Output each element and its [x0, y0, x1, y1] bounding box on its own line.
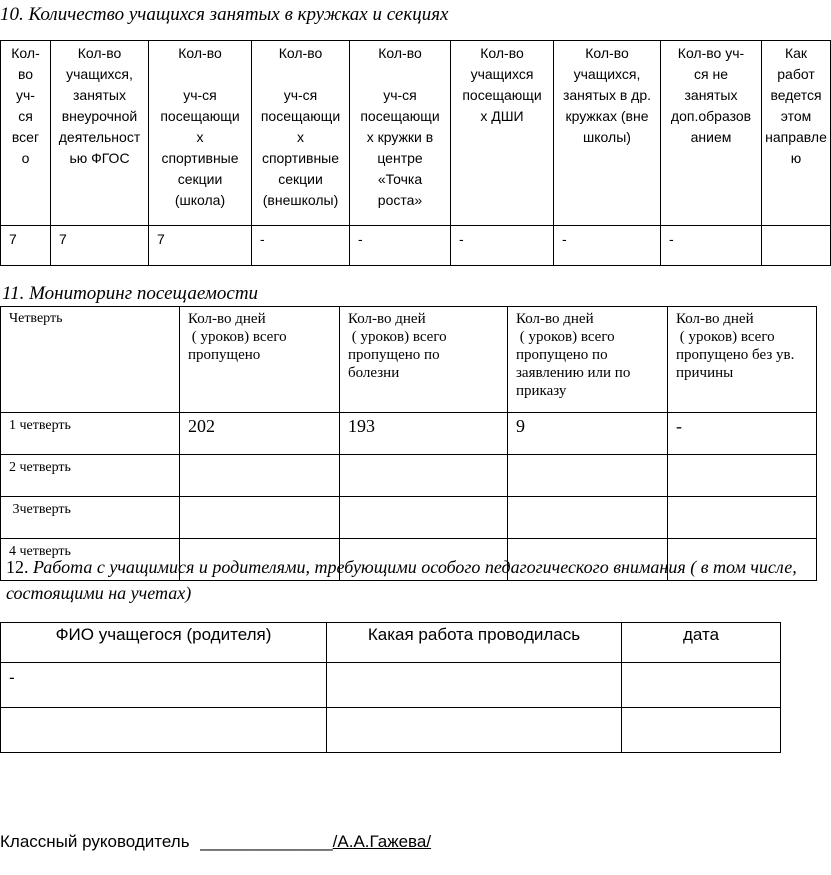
table-cell: 193	[340, 413, 508, 455]
header-line: кружках (вне	[565, 108, 649, 124]
section-12-title: Работа с учащимися и родителями, требующими особого педагогического внимания ( в том числе, состоящими на учетах)	[6, 557, 797, 603]
header-line: пропущено по	[348, 347, 440, 363]
table-cell	[508, 497, 668, 539]
header-cell	[180, 307, 340, 413]
header-line: спортивные	[161, 150, 239, 166]
header-line: приказу	[516, 383, 567, 399]
header-line: занятых	[73, 87, 126, 103]
header-line: пропущено без ув.	[676, 347, 795, 363]
header-line: уч-ся	[283, 87, 318, 103]
attendance-table	[0, 306, 817, 581]
table-header-row	[1, 307, 817, 413]
table-cell: 7	[1, 226, 51, 266]
header-line	[252, 64, 349, 85]
table-cell: -	[1, 663, 327, 708]
header-cell	[350, 41, 451, 226]
header-line: болезни	[348, 365, 400, 381]
header-line: Кол-во	[585, 45, 629, 61]
section-12-heading	[6, 554, 822, 606]
header-line: роста»	[377, 192, 423, 208]
header-cell	[1, 41, 51, 226]
table-row	[1, 226, 831, 266]
header-line: во	[17, 66, 34, 82]
signature-name: /А.А.Гажева/	[332, 832, 432, 851]
header-line: учащихся	[470, 66, 534, 82]
special-attention-table	[0, 622, 781, 753]
table-cell	[340, 455, 508, 497]
table-cell	[340, 497, 508, 539]
header-line: всег	[11, 129, 40, 145]
header-cell: ФИО учащегося (родителя)	[1, 623, 327, 663]
table-cell	[180, 455, 340, 497]
header-line: х кружки в	[366, 129, 434, 145]
header-line: х	[297, 129, 304, 145]
signature-blank: ______________	[200, 832, 333, 851]
quarter-label: 1 четверть	[1, 413, 180, 455]
header-line: уч-ся	[383, 87, 417, 103]
header-line: Как	[784, 45, 808, 61]
table-header-row	[1, 41, 831, 226]
header-line: центре	[377, 150, 423, 166]
header-cell	[451, 41, 554, 226]
header-line: заявлению или по	[516, 365, 631, 381]
header-cell	[1, 307, 180, 413]
table-cell: -	[661, 226, 762, 266]
table-cell: -	[554, 226, 661, 266]
header-line: этом	[780, 108, 812, 124]
signature-line	[0, 832, 431, 852]
table-cell: -	[668, 413, 817, 455]
header-line: занятых в др.	[562, 87, 652, 103]
header-line: анием	[690, 129, 732, 145]
table-cell: -	[252, 226, 350, 266]
signature-label: Классный руководитель	[0, 832, 190, 851]
header-line: направле	[765, 129, 827, 145]
header-line: х	[196, 129, 204, 145]
header-line: посещающи	[260, 108, 341, 124]
header-line: Кол-во дней	[188, 311, 266, 327]
table-cell	[622, 708, 781, 753]
header-line: (школа)	[174, 192, 226, 208]
header-line: доп.образов	[670, 108, 752, 124]
header-line: Кол-во	[178, 45, 222, 61]
header-cell	[508, 307, 668, 413]
header-line: Кол-	[11, 45, 40, 61]
header-line: внеурочной	[61, 108, 138, 124]
header-line: ( уроков) всего	[516, 329, 615, 345]
header-line: секции	[278, 171, 323, 187]
section-11-heading: 11. Мониторинг посещаемости	[2, 283, 259, 304]
section-12-number: 12.	[6, 557, 33, 577]
header-line: ью ФГОС	[69, 150, 130, 166]
header-cell	[252, 41, 350, 226]
header-line: Кол-во дней	[516, 311, 594, 327]
table-cell	[327, 708, 622, 753]
header-line: спортивные	[261, 150, 340, 166]
table-cell: -	[350, 226, 451, 266]
table-cell: 7	[51, 226, 149, 266]
table-cell	[1, 708, 327, 753]
header-line: Кол-во уч-	[677, 45, 745, 61]
header-cell: дата	[622, 623, 781, 663]
header-cell	[149, 41, 252, 226]
header-line: «Точка	[377, 171, 423, 187]
table-row	[1, 663, 781, 708]
header-line: пропущено по	[516, 347, 608, 363]
header-line: Кол-во дней	[676, 311, 754, 327]
header-line: школы)	[583, 129, 631, 145]
header-line: уч-ся	[183, 87, 217, 103]
table-row	[1, 413, 817, 455]
header-line: посещающи	[462, 87, 542, 103]
header-line: х ДШИ	[480, 108, 524, 124]
header-line: ведется	[770, 87, 822, 103]
table-cell	[668, 497, 817, 539]
table-row	[1, 455, 817, 497]
table-cell	[668, 455, 817, 497]
quarter-label: 2 четверть	[1, 455, 180, 497]
header-line: посещающи	[360, 108, 440, 124]
table-cell	[762, 226, 831, 266]
header-line: (внешколы)	[262, 192, 339, 208]
quarter-label: 3четверть	[1, 497, 180, 539]
header-line: пропущено	[188, 347, 261, 363]
header-line: ся не	[694, 66, 728, 82]
header-line: учащихся,	[66, 66, 133, 82]
header-line: работ	[777, 66, 815, 82]
activities-table	[0, 40, 831, 266]
header-line: деятельност	[58, 129, 141, 145]
header-line	[149, 64, 251, 85]
header-line: посещающи	[160, 108, 240, 124]
header-line: ( уроков) всего	[676, 329, 775, 345]
header-line	[350, 64, 450, 85]
header-cell	[762, 41, 831, 226]
header-line: секции	[177, 171, 223, 187]
table-cell: 7	[149, 226, 252, 266]
header-line: Кол-во	[77, 45, 122, 61]
table-row	[1, 497, 817, 539]
header-line: о	[21, 150, 30, 166]
header-line: Четверть	[9, 311, 63, 326]
header-cell	[51, 41, 149, 226]
table-cell	[327, 663, 622, 708]
header-cell: Какая работа проводилась	[327, 623, 622, 663]
header-line: ся	[18, 108, 33, 124]
header-cell	[340, 307, 508, 413]
table-cell	[508, 455, 668, 497]
section-10-heading: 10. Количество учащихся занятых в кружках и секциях	[0, 4, 449, 25]
table-cell: 9	[508, 413, 668, 455]
table-cell: 202	[180, 413, 340, 455]
header-line: Кол-во	[278, 45, 323, 61]
header-line: ю	[790, 150, 802, 166]
header-line: ( уроков) всего	[188, 329, 287, 345]
header-cell	[668, 307, 817, 413]
header-line: учащихся,	[573, 66, 641, 82]
header-line: Кол-во	[480, 45, 524, 61]
header-cell	[661, 41, 762, 226]
header-line: занятых	[684, 87, 738, 103]
header-line: Кол-во	[378, 45, 422, 61]
header-line: Кол-во дней	[348, 311, 426, 327]
table-cell	[180, 497, 340, 539]
header-line: ( уроков) всего	[348, 329, 447, 345]
header-line: причины	[676, 365, 734, 381]
table-row	[1, 708, 781, 753]
header-line: уч-	[16, 87, 35, 103]
table-header-row	[1, 623, 781, 663]
table-cell	[622, 663, 781, 708]
quarter-label: 4 четверть	[1, 539, 180, 581]
table-cell: -	[451, 226, 554, 266]
header-cell	[554, 41, 661, 226]
